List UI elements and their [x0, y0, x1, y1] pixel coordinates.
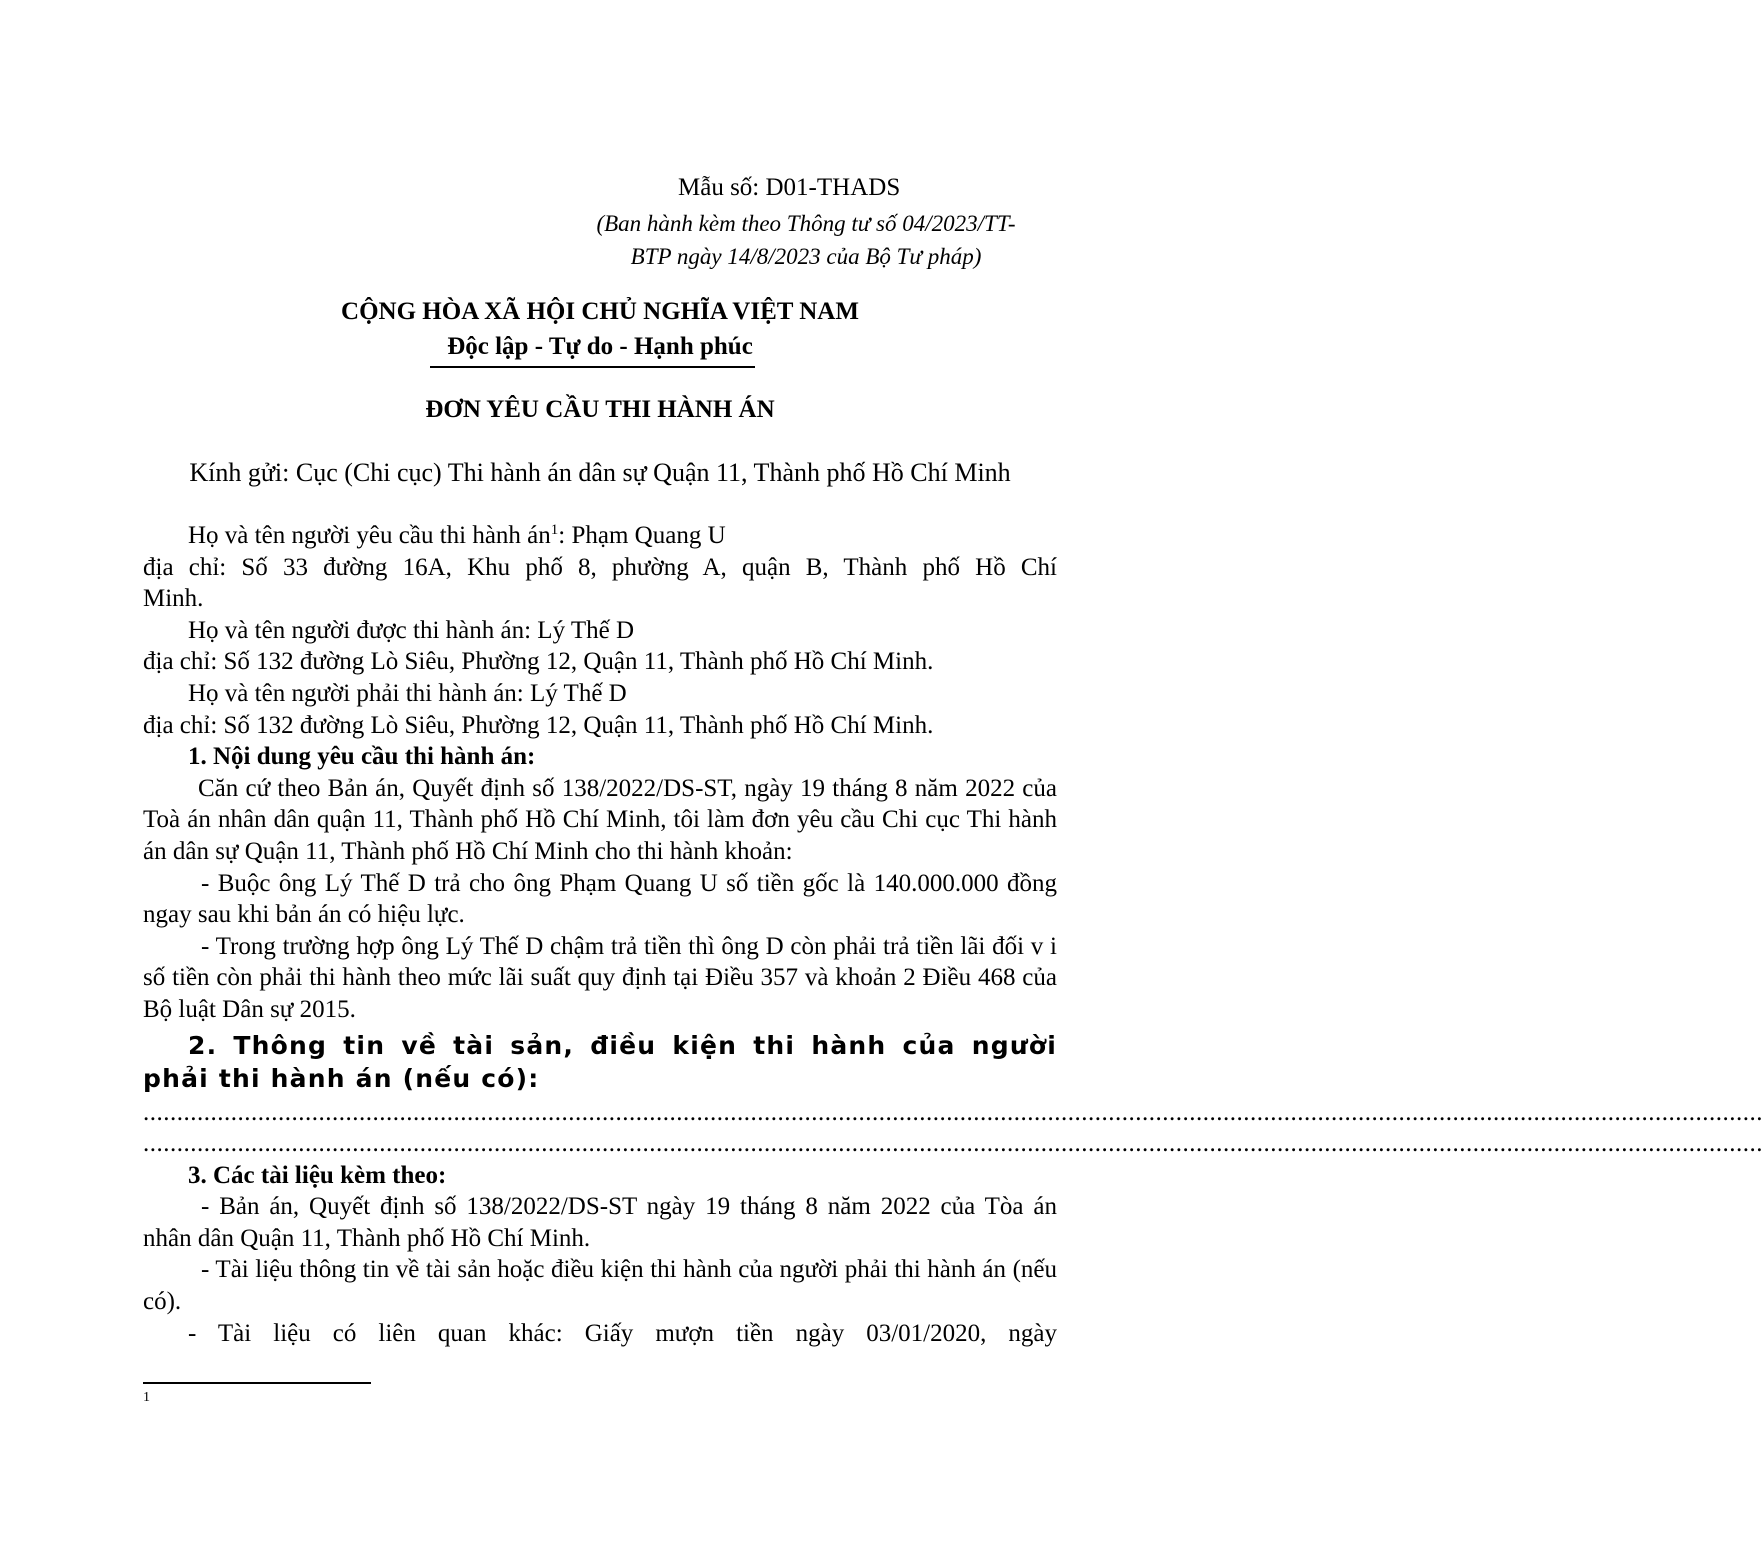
footnote-marker: 1 — [143, 1390, 150, 1405]
obligor-line: Họ và tên người phải thi hành án: Lý Thế D — [188, 679, 627, 707]
section1-heading: 1. Nội dung yêu cầu thi hành án: — [188, 743, 536, 771]
section1-basis: Căn cứ theo Bản án, Quyết định số 138/2022/DS-ST, ngày 19 tháng 8 năm 2022 của Toà án nhân dân quận 11, Thành phố Hồ Chí Minh, tôi làm đơn yêu cầu Chi cục Thi hành án dân sự Quận 11, Thành phố Hồ Chí Minh cho thi hành khoản: — [143, 774, 1057, 865]
motto-underline — [430, 366, 755, 368]
requester-address-cont: Minh. — [143, 585, 204, 613]
document-body — [143, 520, 1763, 1349]
footnote-ref: 1 — [550, 522, 559, 538]
form-number: Mẫu số: D01-THADS — [678, 174, 901, 201]
requester-line — [143, 520, 1057, 552]
national-motto: Độc lập - Tự do - Hạnh phúc — [447, 333, 753, 360]
beneficiary-address: địa chỉ: Số 132 đường Lò Siêu, Phường 12, Quận 11, Thành phố Hồ Chí Minh. — [143, 648, 934, 676]
section1-item1: - Buộc ông Lý Thế D trả cho ông Phạm Quang U số tiền gốc là 140.000.000 đồng ngay sau khi bản án có hiệu lực. — [143, 869, 1057, 929]
recipient-line: Kính gửi: Cục (Chi cục) Thi hành án dân sự Quận 11, Thành phố Hồ Chí Minh — [189, 458, 1011, 487]
footnote-separator — [143, 1382, 371, 1384]
section2-dotted-line: ................................................................................................................................................................................................................................................ — [143, 1098, 1763, 1126]
section3-item3: - Tài liệu có liên quan khác: Giấy mượn tiền ngày 03/01/2020, ngày — [188, 1319, 1057, 1347]
section2-dotted-line: ................................................................................................................................................................................................................................................ — [143, 1130, 1763, 1158]
national-name: CỘNG HÒA XÃ HỘI CHỦ NGHĨA VIỆT NAM — [341, 298, 859, 325]
section1-item2: - Trong trường hợp ông Lý Thế D chậm trả tiền thì ông D còn phải trả tiền lãi đối v i số tiền còn phải thi hành theo mức lãi suất quy định tại Điều 357 và khoản 2 Điều 468 của Bộ luật Dân sự 2015. — [143, 932, 1057, 1023]
obligor-address: địa chỉ: Số 132 đường Lò Siêu, Phường 12, Quận 11, Thành phố Hồ Chí Minh. — [143, 711, 934, 739]
requester-name: : Phạm Quang U — [558, 522, 726, 549]
beneficiary-line: Họ và tên người được thi hành án: Lý Thế D — [188, 616, 635, 644]
issued-note: (Ban hành kèm theo Thông tư số 04/2023/TT-BTP ngày 14/8/2023 của Bộ Tư pháp) — [596, 211, 1016, 269]
section3-item2: - Tài liệu thông tin về tài sản hoặc điều kiện thi hành của người phải thi hành án (nếu có). — [143, 1256, 1057, 1316]
document-title: ĐƠN YÊU CẦU THI HÀNH ÁN — [425, 396, 775, 423]
section2-heading: 2. Thông tin về tài sản, điều kiện thi hành của người phải thi hành án (nếu có): — [143, 1030, 1057, 1093]
section3-item1: - Bản án, Quyết định số 138/2022/DS-ST ngày 19 tháng 8 năm 2022 của Tòa án nhân dân Quận 11, Thành phố Hồ Chí Minh. — [143, 1193, 1057, 1252]
requester-label: Họ và tên người yêu cầu thi hành án — [188, 522, 551, 549]
requester-address: địa chỉ: Số 33 đường 16A, Khu phố 8, phường A, quận B, Thành phố Hồ Chí — [143, 553, 1057, 581]
section3-heading: 3. Các tài liệu kèm theo: — [188, 1161, 447, 1189]
